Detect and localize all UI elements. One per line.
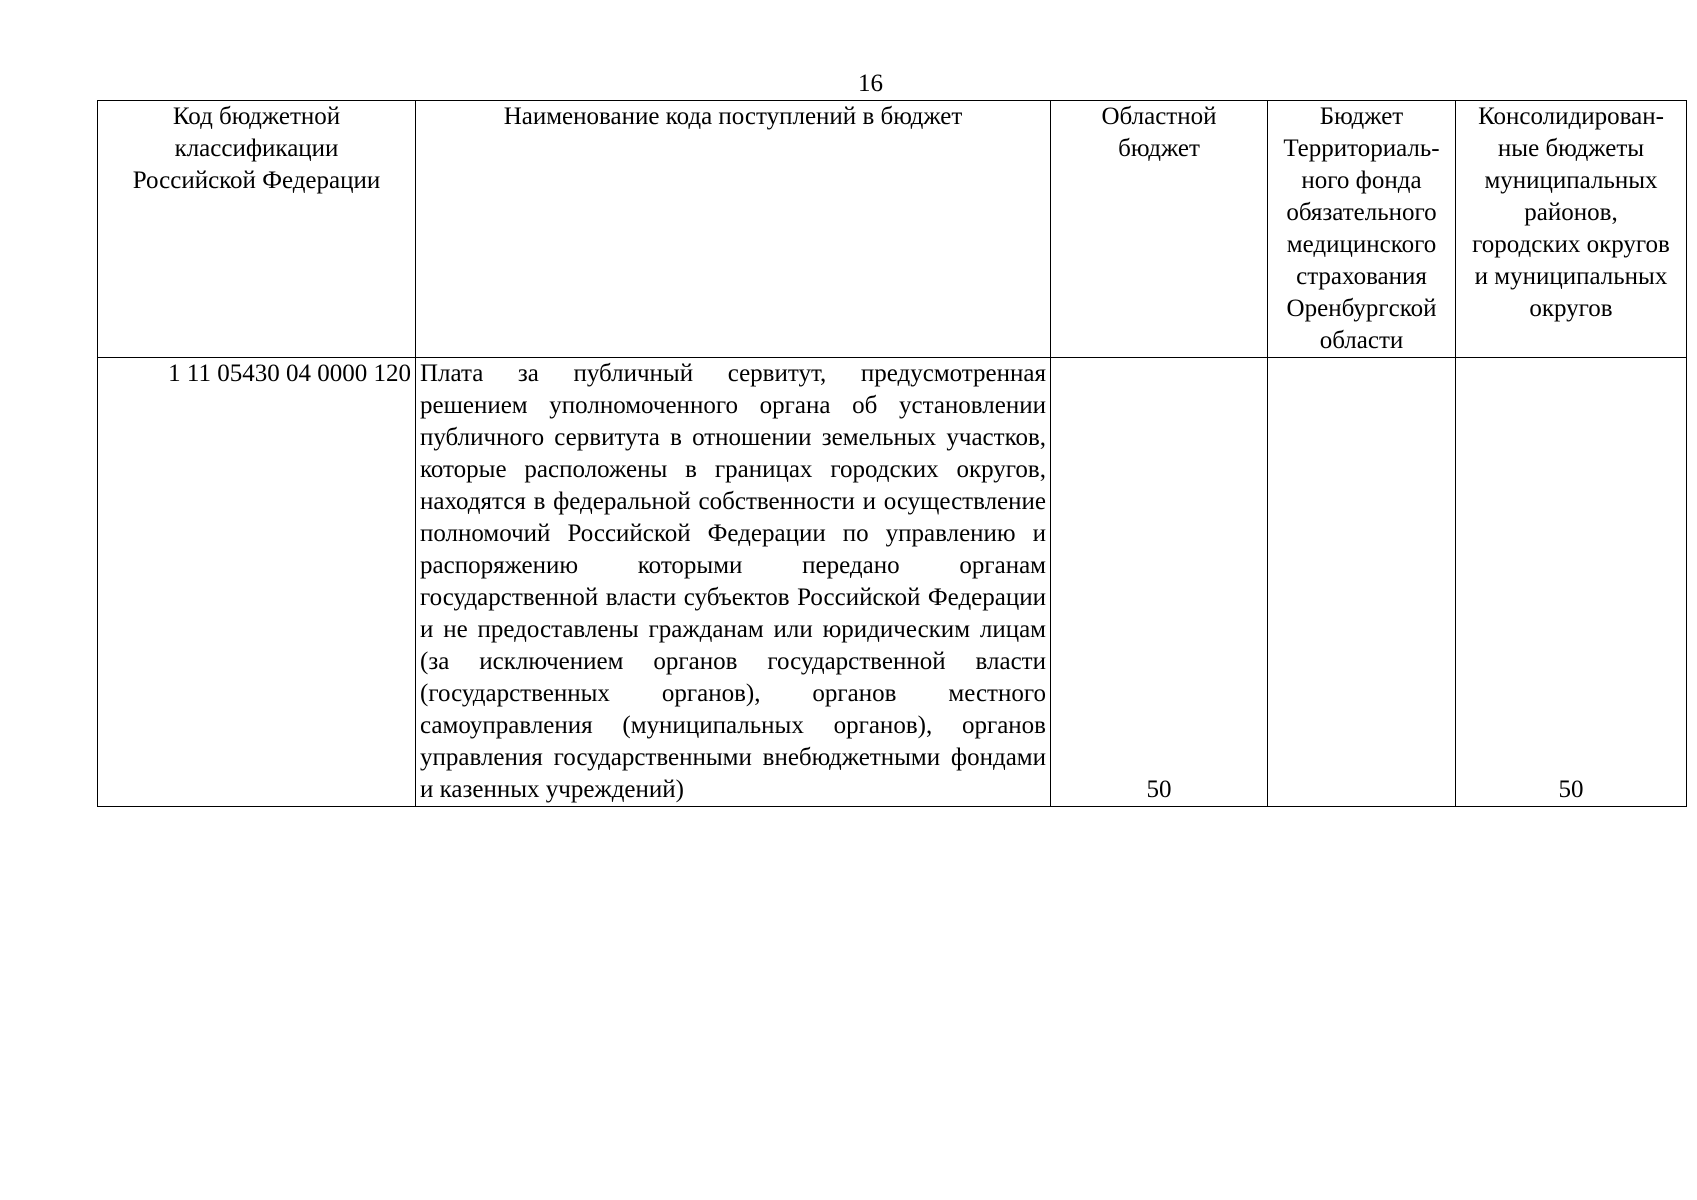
regional-budget-value: 50	[1051, 358, 1268, 807]
table-header-row	[98, 101, 1687, 358]
budget-code-cell: 1 11 05430 04 0000 120	[98, 358, 416, 807]
page-number: 16	[858, 70, 883, 97]
revenue-name-cell: Плата за публичный сервитут, предусмотренная решением уполномоченного органа об установлении публичного сервитута в отношении земельных участков, которые расположены в границах городских округов, находятся в федеральной собственности и осуществление полномочий Российской Федерации по управлению и распоряжению которыми передано органам государственной власти субъектов Российской Федерации и не предоставлены гражданам или юридическим лицам (за исключением органов государственной власти (государственных органов), органов местного самоуправления (муниципальных органов), органов управления государственными внебюджетными фондами и казенных учреждений)	[416, 358, 1051, 807]
header-consolidated-budgets: Консолидирован- ные бюджеты муниципальных районов, городских округов и муниципальных округов	[1456, 101, 1687, 358]
budget-classification-table	[97, 100, 1687, 807]
header-regional-budget: Областной бюджет	[1051, 101, 1268, 358]
header-budget-code: Код бюджетной классификации Российской Федерации	[98, 101, 416, 358]
consolidated-budgets-value: 50	[1456, 358, 1687, 807]
territorial-fund-budget-value	[1268, 358, 1456, 807]
header-revenue-name: Наименование кода поступлений в бюджет	[416, 101, 1051, 358]
table-row	[98, 358, 1687, 807]
header-territorial-fund-budget: Бюджет Территориаль- ного фонда обязательного медицинского страхования Оренбургской области	[1268, 101, 1456, 358]
